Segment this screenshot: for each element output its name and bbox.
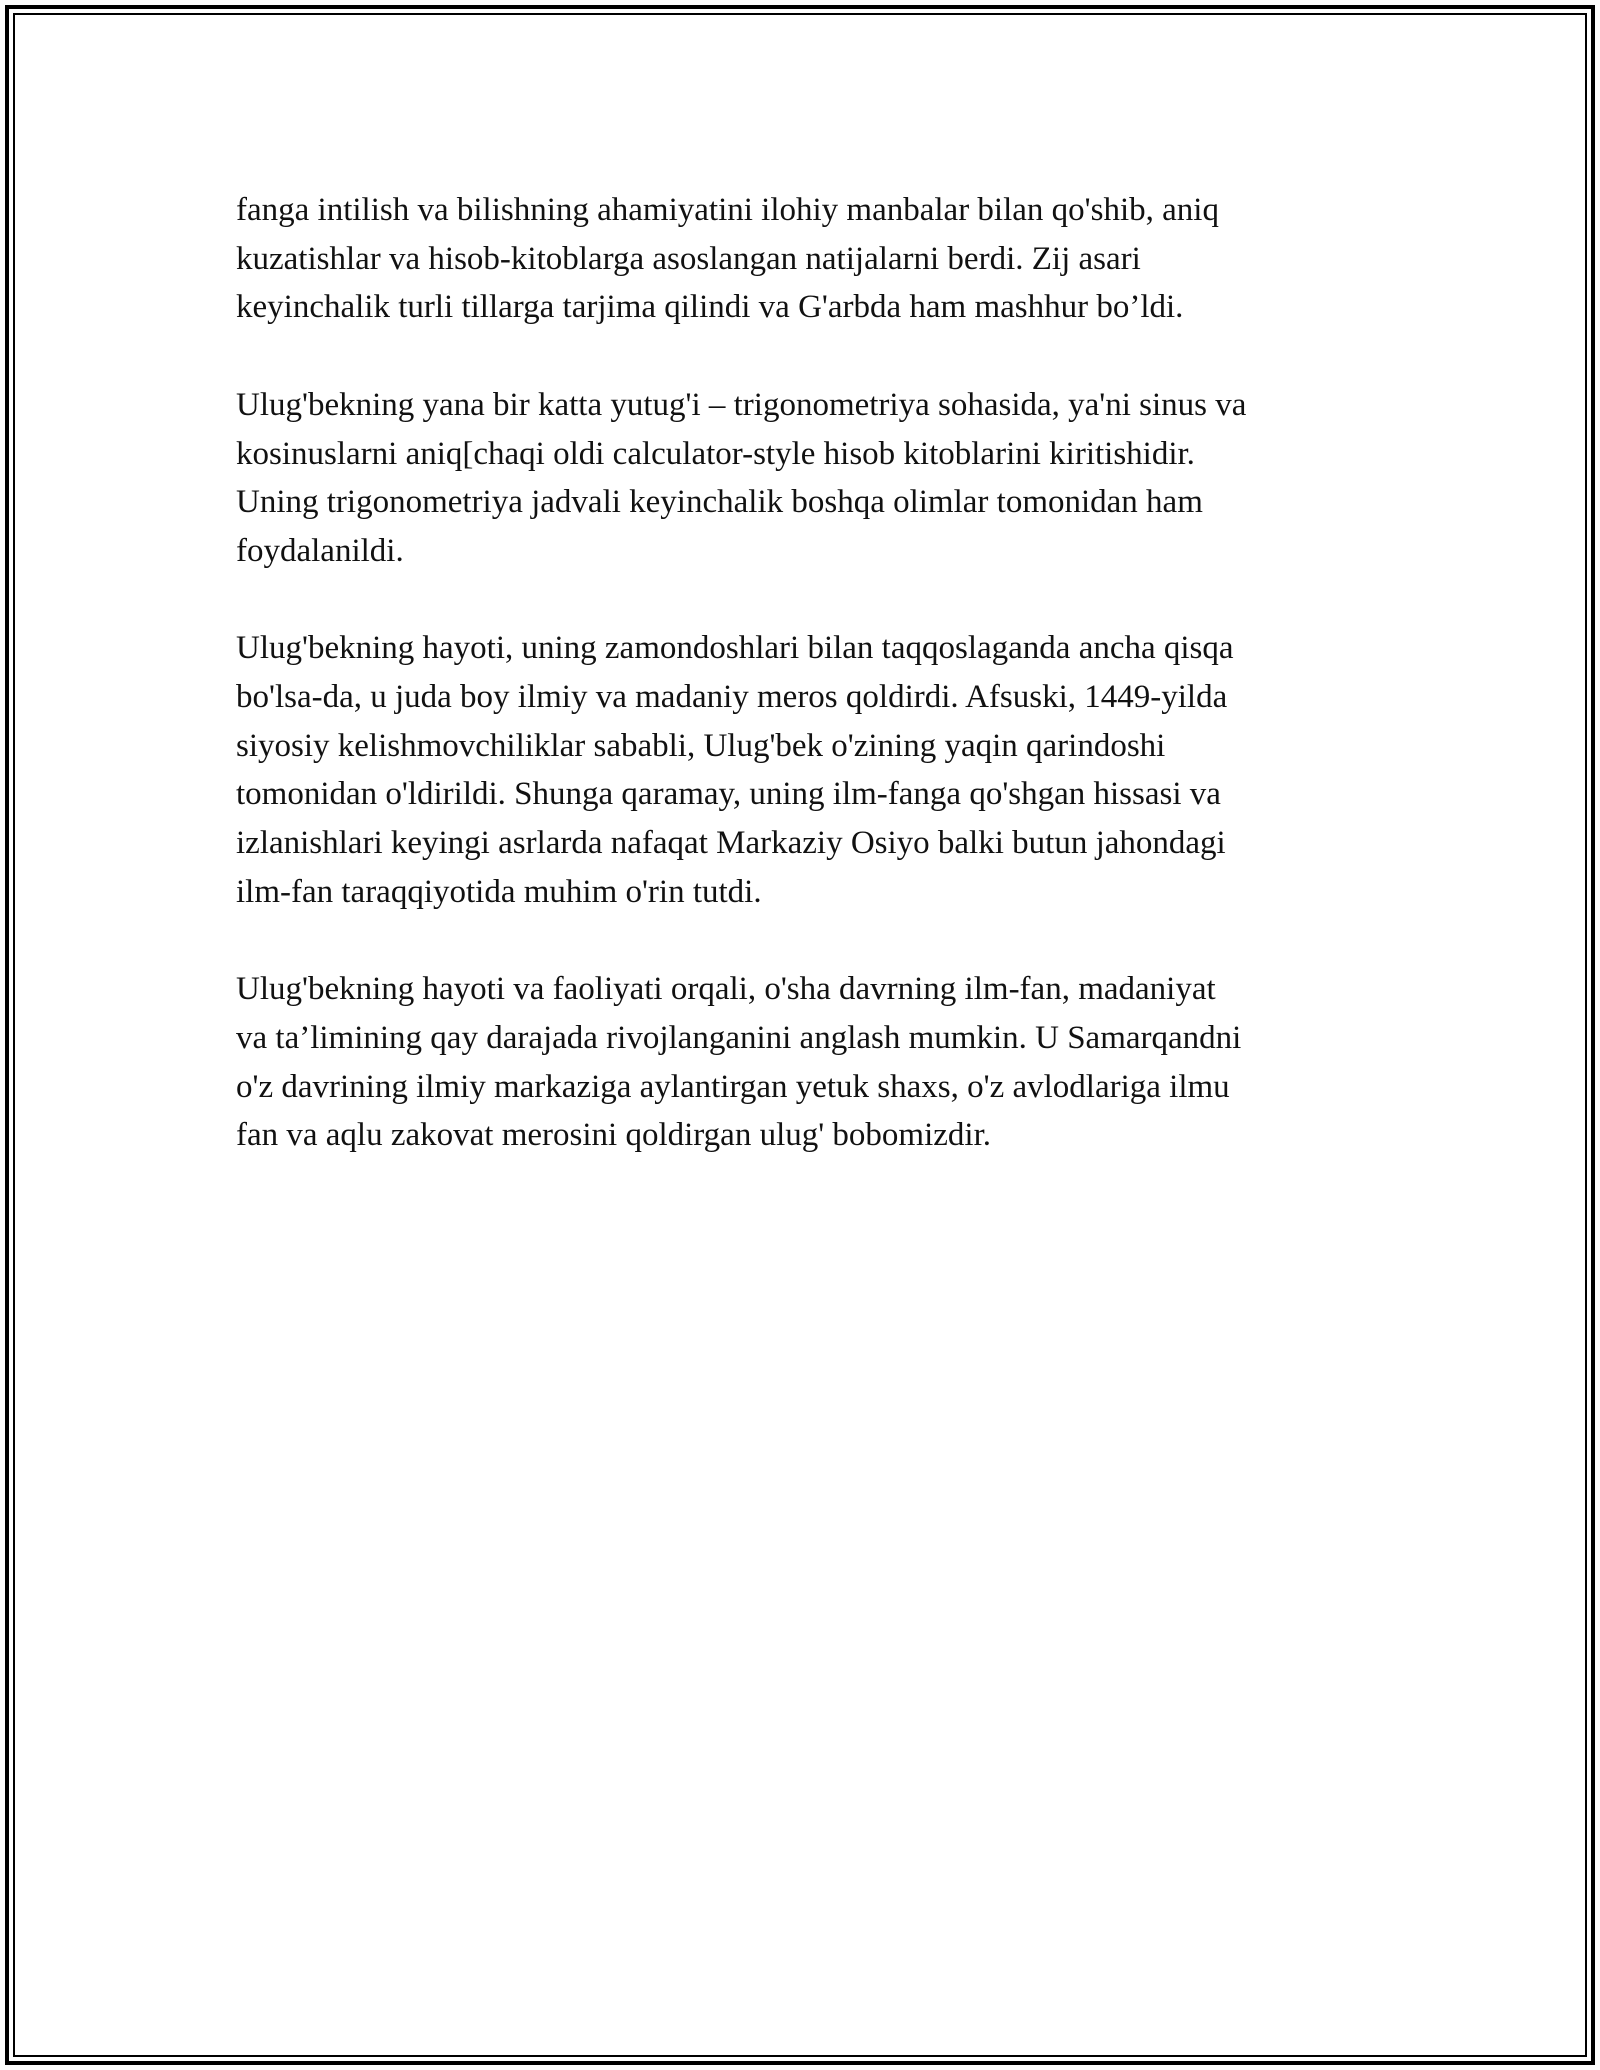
text-line: kuzatishlar va hisob-kitoblarga asoslangan natijalarni berdi. Zij asari bbox=[236, 240, 1141, 277]
text-line: bo'lsa-da, u juda boy ilmiy va madaniy meros qoldirdi. Afsuski, 1449-yilda bbox=[236, 679, 1228, 715]
text-line: Ulug'bekning yana bir katta yutug'i – trigonometriya sohasida, ya'ni sinus va bbox=[236, 386, 1247, 423]
text-line: fan va aqlu zakovat merosini qoldirgan ulug' bobomizdir. bbox=[236, 1117, 992, 1154]
text-line: Ulug'bekning hayoti va faoliyati orqali, o'sha davrning ilm-fan, madaniyat bbox=[236, 971, 1216, 1008]
text-line: o'z davrining ilmiy markaziga aylantirgan yetuk shaxs, o'z avlodlariga ilmu bbox=[236, 1068, 1230, 1105]
text-line: fanga intilish va bilishning ahamiyatini ilohiy manbalar bilan qo'shib, aniq bbox=[236, 192, 1219, 228]
text-line: keyinchalik turli tillarga tarjima qilindi va G'arbda ham mashhur bo’ldi. bbox=[236, 289, 1184, 326]
text-line: Ulug'bekning hayoti, uning zamondoshlari bilan taqqoslaganda ancha qisqa bbox=[236, 630, 1234, 667]
paragraph-3 bbox=[236, 624, 1376, 916]
paragraph-1 bbox=[236, 186, 1376, 332]
text-line: tomonidan o'ldirildi. Shunga qaramay, uning ilm-fanga qo'shgan hissasi va bbox=[236, 776, 1221, 813]
text-line: Uning trigonometriya jadvali keyinchalik boshqa olimlar tomonidan ham bbox=[236, 484, 1203, 521]
text-line: siyosiy kelishmovchiliklar sababli, Ulug'bek o'zining yaqin qarindoshi bbox=[236, 727, 1166, 764]
text-line: kosinuslarni aniq[chaqi oldi calculator-style hisob kitoblarini kiritishidir. bbox=[236, 435, 1195, 472]
paragraph-2 bbox=[236, 381, 1376, 576]
document-body bbox=[236, 186, 1376, 1209]
text-line: izlanishlari keyingi asrlarda nafaqat Markaziy Osiyo balki butun jahondagi bbox=[236, 825, 1226, 862]
text-line: ilm-fan taraqqiyotida muhim o'rin tutdi. bbox=[236, 873, 762, 910]
text-line: foydalanildi. bbox=[236, 532, 404, 569]
paragraph-4 bbox=[236, 965, 1376, 1160]
text-line: va ta’limining qay darajada rivojlanganini anglash mumkin. U Samarqandni bbox=[236, 1019, 1242, 1056]
